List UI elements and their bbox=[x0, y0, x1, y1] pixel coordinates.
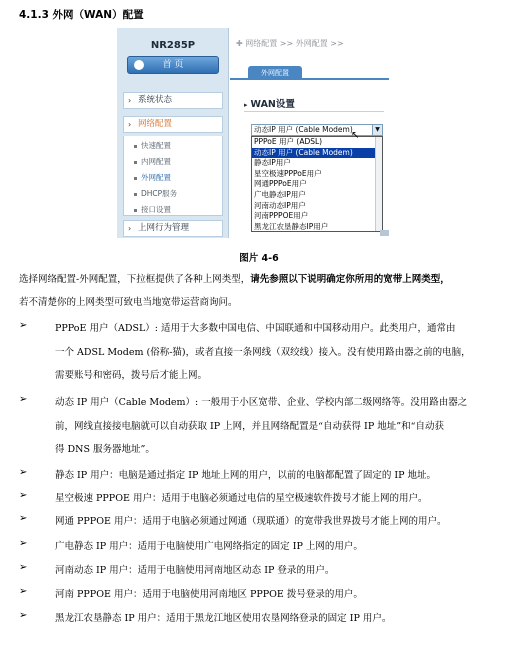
wan-type-dropdown bbox=[251, 136, 383, 232]
bullet-icon bbox=[134, 209, 137, 212]
bullet-text-line: 需要账号和密码，拨号后才能上网。 bbox=[55, 370, 208, 381]
arrow-bullet-icon: ➢ bbox=[19, 467, 28, 478]
menu-item-label: 上网行为管理 bbox=[138, 223, 190, 233]
submenu-item-dhcp[interactable]: DHCP服务 bbox=[134, 188, 177, 199]
plus-icon: ✚ bbox=[236, 39, 246, 48]
dropdown-option[interactable]: 黑龙江农垦静态IP用户 bbox=[254, 221, 329, 231]
bullet-text-line: 河南动态 IP 用户：适用于电脑使用河南地区动态 IP 登录的用户。 bbox=[55, 565, 335, 576]
bullet-item bbox=[19, 320, 499, 391]
select-value: 动态IP 用户 (Cable Modem) bbox=[254, 125, 353, 134]
dropdown-option[interactable]: 网通PPPoE用户 bbox=[254, 179, 307, 189]
submenu-item-lan-config[interactable]: 内网配置 bbox=[134, 156, 171, 167]
wan-settings-title: ▸ WAN设置 bbox=[244, 99, 295, 110]
menu-item-system-status[interactable] bbox=[123, 92, 223, 109]
bullet-icon bbox=[134, 177, 137, 180]
intro-line-2: 若不清楚你的上网类型可致电当地宽带运营商询问。 bbox=[19, 297, 238, 308]
tab-wan-config[interactable]: 外网配置 bbox=[248, 66, 302, 80]
bullet-text-line: 动态 IP 用户（Cable Modem）: 一般用于小区宽带、企业、学校内部二级网络等。没用路由器之 bbox=[55, 397, 468, 408]
bullet-text-line: 静态 IP 用户：电脑是通过指定 IP 地址上网的用户，以前的电脑都配置了固定的 IP 地址。 bbox=[55, 470, 437, 481]
bullet-text-line: 前，网线直接接电脑就可以自动获取 IP 上网，并且网络配置是“自动获得 IP 地址”和“自动获 bbox=[55, 420, 444, 432]
bullet-text-line: 得 DNS 服务器地址”。 bbox=[55, 444, 155, 455]
breadcrumb: ✚ 网络配置 >> 外网配置 >> bbox=[236, 39, 344, 48]
arrow-bullet-icon: ➢ bbox=[19, 586, 28, 597]
bullet-text-line: PPPoE 用户（ADSL）: 适用于大多数中国电信、中国联通和中国移动用户。此类用户，通常由 bbox=[55, 323, 456, 334]
section-heading: 4.1.3 外网（WAN）配置 bbox=[19, 9, 144, 21]
chevron-right-icon: › bbox=[128, 96, 132, 105]
home-button[interactable] bbox=[127, 56, 219, 74]
arrow-bullet-icon: ➢ bbox=[19, 538, 28, 549]
dropdown-option[interactable]: 广电静态IP用户 bbox=[254, 189, 306, 199]
tab-strip bbox=[230, 66, 389, 80]
chevron-right-icon: › bbox=[128, 224, 132, 233]
bullet-text-line: 一个 ADSL Modem (俗称-猫)，或者直接一条网线（双绞线）接入。没有使用路由器之前的电脑， bbox=[55, 346, 471, 358]
arrow-bullet-icon: ➢ bbox=[19, 490, 28, 501]
bullet-item bbox=[19, 513, 499, 537]
arrow-bullet-icon: ➢ bbox=[19, 610, 28, 621]
bullet-item bbox=[19, 394, 499, 465]
bullet-text-line: 网通 PPPOE 用户：适用于电脑必须通过网通（现联通）的宽带我世界拨号才能上网的用户。 bbox=[55, 516, 447, 527]
dropdown-option[interactable]: 静态IP用户 bbox=[254, 158, 291, 168]
bullet-text-line: 广电静态 IP 用户：适用于电脑使用广电网络指定的固定 IP 上网的用户。 bbox=[55, 541, 363, 552]
network-submenu bbox=[123, 136, 223, 216]
dropdown-option[interactable]: 河南动态IP用户 bbox=[254, 200, 306, 210]
intro-emphasis: 请先参照以下说明确定你所用的宽带上网类型， bbox=[250, 274, 450, 285]
bullet-icon bbox=[134, 161, 137, 164]
home-label: 首 页 bbox=[162, 60, 184, 70]
background-fragment bbox=[380, 230, 389, 236]
chevron-down-icon[interactable]: ▼ bbox=[372, 125, 382, 135]
bullet-text-line: 星空极速 PPPOE 用户：适用于电脑必须通过电信的星空极速软件拨号才能上网的用户。 bbox=[55, 493, 428, 504]
main-panel bbox=[230, 28, 389, 238]
bullet-text-line: 河南 PPPOE 用户：适用于电脑使用河南地区 PPPOE 拨号登录的用户。 bbox=[55, 589, 363, 600]
submenu-item-quick-config[interactable]: 快速配置 bbox=[134, 140, 171, 151]
bullet-item bbox=[19, 490, 499, 514]
bullet-item bbox=[19, 538, 499, 562]
menu-item-network-config[interactable] bbox=[123, 116, 223, 133]
divider bbox=[244, 111, 384, 112]
mouse-cursor-icon: ↖ bbox=[351, 130, 360, 141]
submenu-item-interface[interactable]: 接口设置 bbox=[134, 204, 171, 215]
bullet-text-line: 黑龙江农垦静态 IP 用户：适用于黑龙江地区使用农垦网络登录的固定 IP 用户。 bbox=[55, 613, 392, 624]
bullet-icon bbox=[134, 145, 137, 148]
dropdown-option[interactable]: PPPoE 用户 (ADSL) bbox=[254, 137, 323, 146]
menu-item-behavior-mgmt[interactable] bbox=[123, 220, 223, 237]
dropdown-scrollbar[interactable] bbox=[375, 137, 382, 231]
arrow-bullet-icon: ➢ bbox=[19, 513, 28, 524]
menu-item-label: 网络配置 bbox=[138, 119, 173, 129]
intro-paragraph: 选择网络配置-外网配置，下拉框提供了各种上网类型，请先参照以下说明确定你所用的宽带上网类型， bbox=[19, 274, 450, 285]
wan-type-select[interactable] bbox=[251, 124, 383, 136]
arrow-bullet-icon: ➢ bbox=[19, 394, 28, 405]
triangle-right-icon: ▸ bbox=[244, 101, 248, 109]
home-icon bbox=[134, 60, 144, 70]
bullet-item bbox=[19, 610, 499, 634]
chevron-right-icon: › bbox=[128, 120, 132, 129]
menu-item-label: 系统状态 bbox=[138, 95, 173, 105]
submenu-item-wan-config[interactable]: 外网配置 bbox=[134, 172, 171, 183]
bullet-item bbox=[19, 562, 499, 586]
dropdown-option[interactable]: 星空极速PPPoE用户 bbox=[254, 168, 322, 178]
sidebar bbox=[117, 28, 229, 238]
arrow-bullet-icon: ➢ bbox=[19, 320, 28, 331]
bullet-icon bbox=[134, 193, 137, 196]
figure-caption: 图片 4-6 bbox=[239, 253, 279, 264]
model-name: NR285P bbox=[150, 40, 196, 51]
arrow-bullet-icon: ➢ bbox=[19, 562, 28, 573]
dropdown-option[interactable]: 动态IP 用户 (Cable Modem) bbox=[252, 148, 382, 159]
router-screenshot bbox=[117, 28, 389, 238]
dropdown-option[interactable]: 河南PPPOE用户 bbox=[254, 211, 309, 221]
bullet-item bbox=[19, 467, 499, 491]
bullet-item bbox=[19, 586, 499, 610]
